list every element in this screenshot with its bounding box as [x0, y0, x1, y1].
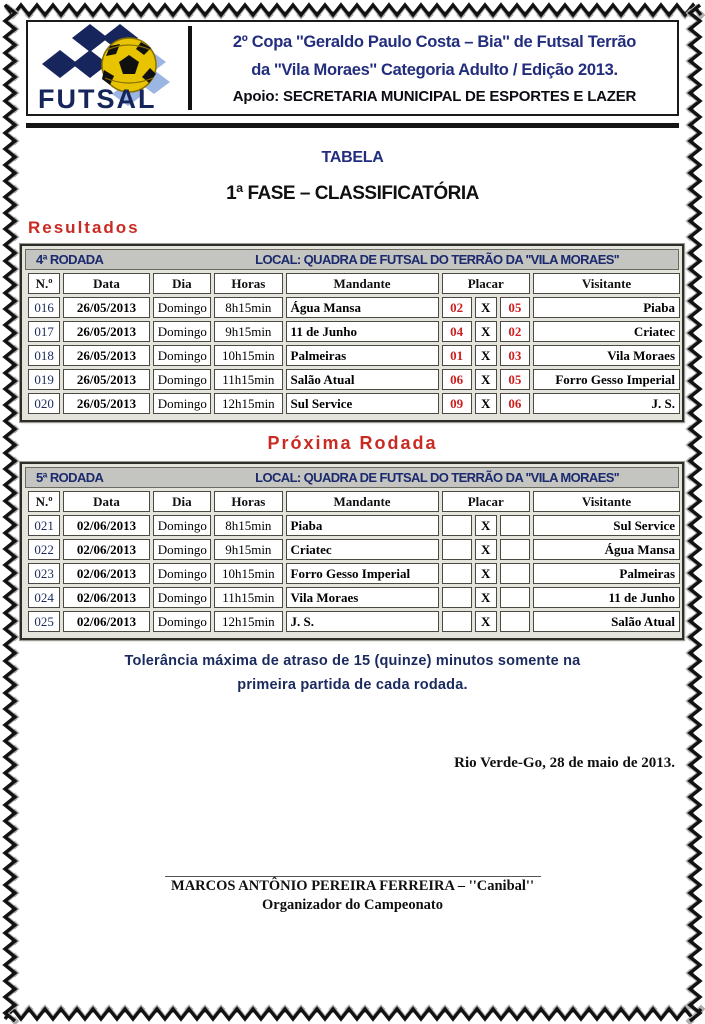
home-score-cell — [442, 515, 472, 536]
header-titles — [192, 26, 677, 110]
row-number-cell: 021 — [28, 515, 60, 536]
home-score-cell — [442, 563, 472, 584]
day-cell: Domingo — [153, 345, 211, 366]
header-rule — [26, 123, 679, 128]
time-cell: 9h15min — [214, 539, 282, 560]
table-row — [28, 345, 680, 366]
home-score-cell: 01 — [442, 345, 472, 366]
date-place-line: Rio Verde-Go, 28 de maio de 2013. — [454, 755, 675, 771]
futsal-logo-graphic — [32, 22, 184, 114]
results-table-frame — [20, 244, 684, 422]
day-cell: Domingo — [153, 297, 211, 318]
away-team-cell: Sul Service — [533, 515, 680, 536]
row-number-cell: 016 — [28, 297, 60, 318]
col-header-home: Mandante — [286, 491, 439, 512]
time-cell: 12h15min — [214, 611, 282, 632]
table-row — [28, 611, 680, 632]
date-cell: 26/05/2013 — [63, 369, 150, 390]
date-cell: 02/06/2013 — [63, 539, 150, 560]
table-row — [28, 539, 680, 560]
heading-proxima-rodada: Próxima Rodada — [267, 433, 438, 453]
date-cell: 02/06/2013 — [63, 515, 150, 536]
home-team-cell: Sul Service — [286, 393, 439, 414]
time-cell: 9h15min — [214, 321, 282, 342]
away-team-cell: Palmeiras — [533, 563, 680, 584]
day-cell: Domingo — [153, 515, 211, 536]
local-label: LOCAL: QUADRA DE FUTSAL DO TERRÃO DA ''VILA MORAES'' — [255, 252, 619, 267]
away-team-cell: Vila Moraes — [533, 345, 680, 366]
x-cell: X — [475, 321, 497, 342]
header-box — [26, 20, 679, 116]
date-cell: 26/05/2013 — [63, 321, 150, 342]
tolerance-note — [20, 649, 685, 697]
table-row — [28, 369, 680, 390]
x-cell: X — [475, 369, 497, 390]
home-team-cell: Forro Gesso Imperial — [286, 563, 439, 584]
home-team-cell: Palmeiras — [286, 345, 439, 366]
away-score-cell — [500, 515, 530, 536]
away-score-cell: 03 — [500, 345, 530, 366]
day-cell: Domingo — [153, 587, 211, 608]
col-header-placar: Placar — [442, 491, 531, 512]
time-cell: 8h15min — [214, 297, 282, 318]
table-row — [28, 587, 680, 608]
logo-wordmark: FUTSAL — [38, 84, 157, 114]
col-header-num: N.º — [28, 491, 60, 512]
home-score-cell: 09 — [442, 393, 472, 414]
col-header-day: Dia — [153, 491, 211, 512]
column-header-row — [28, 491, 680, 512]
home-score-cell: 02 — [442, 297, 472, 318]
time-cell: 10h15min — [214, 563, 282, 584]
time-cell: 12h15min — [214, 393, 282, 414]
row-number-cell: 017 — [28, 321, 60, 342]
next-round-table-frame — [20, 462, 684, 640]
next-round-table — [25, 488, 683, 635]
signature-role: Organizador do Campeonato — [262, 897, 443, 913]
round-bar — [25, 249, 679, 270]
away-team-cell: Criatec — [533, 321, 680, 342]
time-cell: 11h15min — [214, 369, 282, 390]
signature-block — [20, 876, 685, 915]
home-team-cell: Salão Atual — [286, 369, 439, 390]
home-team-cell: Vila Moraes — [286, 587, 439, 608]
row-number-cell: 018 — [28, 345, 60, 366]
round-bar — [25, 467, 679, 488]
support-line: Apoio: SECRETARIA MUNICIPAL DE ESPORTES E LAZER — [232, 88, 637, 105]
away-score-cell: 06 — [500, 393, 530, 414]
table-row — [28, 563, 680, 584]
away-score-cell — [500, 539, 530, 560]
row-number-cell: 023 — [28, 563, 60, 584]
home-team-cell: Água Mansa — [286, 297, 439, 318]
x-cell: X — [475, 563, 497, 584]
x-cell: X — [475, 345, 497, 366]
col-header-day: Dia — [153, 273, 211, 294]
date-cell: 02/06/2013 — [63, 563, 150, 584]
col-header-time: Horas — [214, 273, 282, 294]
signature-name: MARCOS ANTÔNIO PEREIRA FERREIRA – ''Canibal'' — [171, 878, 534, 894]
row-number-cell: 024 — [28, 587, 60, 608]
date-cell: 02/06/2013 — [63, 611, 150, 632]
x-cell: X — [475, 611, 497, 632]
home-team-cell: Criatec — [286, 539, 439, 560]
col-header-num: N.º — [28, 273, 60, 294]
x-cell: X — [475, 539, 497, 560]
tolerance-line-1: Tolerância máxima de atraso de 15 (quinze) minutos somente na — [124, 653, 581, 669]
row-number-cell: 020 — [28, 393, 60, 414]
home-team-cell: 11 de Junho — [286, 321, 439, 342]
table-row — [28, 297, 680, 318]
day-cell: Domingo — [153, 369, 211, 390]
x-cell: X — [475, 587, 497, 608]
tolerance-line-2: primeira partida de cada rodada. — [237, 677, 468, 693]
heading-tabela: TABELA — [321, 149, 384, 166]
home-team-cell: J. S. — [286, 611, 439, 632]
col-header-away: Visitante — [533, 491, 680, 512]
title-line-2: da ''Vila Moraes'' Categoria Adulto / Edição 2013. — [251, 61, 618, 79]
time-cell: 8h15min — [214, 515, 282, 536]
away-score-cell — [500, 611, 530, 632]
home-score-cell: 06 — [442, 369, 472, 390]
time-cell: 11h15min — [214, 587, 282, 608]
away-score-cell: 02 — [500, 321, 530, 342]
col-header-placar: Placar — [442, 273, 531, 294]
away-score-cell: 05 — [500, 369, 530, 390]
col-header-time: Horas — [214, 491, 282, 512]
home-score-cell — [442, 587, 472, 608]
away-score-cell — [500, 563, 530, 584]
round-label: 4ª RODADA — [36, 252, 104, 267]
home-score-cell — [442, 539, 472, 560]
x-cell: X — [475, 515, 497, 536]
away-score-cell: 05 — [500, 297, 530, 318]
x-cell: X — [475, 297, 497, 318]
heading-fase: 1ª FASE – CLASSIFICATÓRIA — [226, 183, 479, 204]
away-team-cell: J. S. — [533, 393, 680, 414]
away-team-cell: Salão Atual — [533, 611, 680, 632]
home-team-cell: Piaba — [286, 515, 439, 536]
table-row — [28, 515, 680, 536]
table-row — [28, 321, 680, 342]
home-score-cell: 04 — [442, 321, 472, 342]
col-header-home: Mandante — [286, 273, 439, 294]
away-team-cell: Piaba — [533, 297, 680, 318]
day-cell: Domingo — [153, 539, 211, 560]
date-cell: 26/05/2013 — [63, 345, 150, 366]
day-cell: Domingo — [153, 611, 211, 632]
away-team-cell: 11 de Junho — [533, 587, 680, 608]
futsal-logo — [28, 22, 188, 114]
row-number-cell: 022 — [28, 539, 60, 560]
document-page — [20, 20, 685, 915]
day-cell: Domingo — [153, 393, 211, 414]
away-score-cell — [500, 587, 530, 608]
away-team-cell: Água Mansa — [533, 539, 680, 560]
col-header-away: Visitante — [533, 273, 680, 294]
title-line-1: 2º Copa ''Geraldo Paulo Costa – Bia'' de Futsal Terrão — [232, 33, 637, 51]
day-cell: Domingo — [153, 563, 211, 584]
date-cell: 26/05/2013 — [63, 393, 150, 414]
col-header-date: Data — [63, 273, 150, 294]
table-row — [28, 393, 680, 414]
results-table — [25, 270, 683, 417]
round-label: 5ª RODADA — [36, 470, 104, 485]
column-header-row — [28, 273, 680, 294]
date-cell: 02/06/2013 — [63, 587, 150, 608]
away-team-cell: Forro Gesso Imperial — [533, 369, 680, 390]
local-label: LOCAL: QUADRA DE FUTSAL DO TERRÃO DA ''VILA MORAES'' — [255, 470, 619, 485]
row-number-cell: 019 — [28, 369, 60, 390]
home-score-cell — [442, 611, 472, 632]
day-cell: Domingo — [153, 321, 211, 342]
date-cell: 26/05/2013 — [63, 297, 150, 318]
row-number-cell: 025 — [28, 611, 60, 632]
time-cell: 10h15min — [214, 345, 282, 366]
x-cell: X — [475, 393, 497, 414]
col-header-date: Data — [63, 491, 150, 512]
heading-resultados: Resultados — [28, 218, 140, 237]
